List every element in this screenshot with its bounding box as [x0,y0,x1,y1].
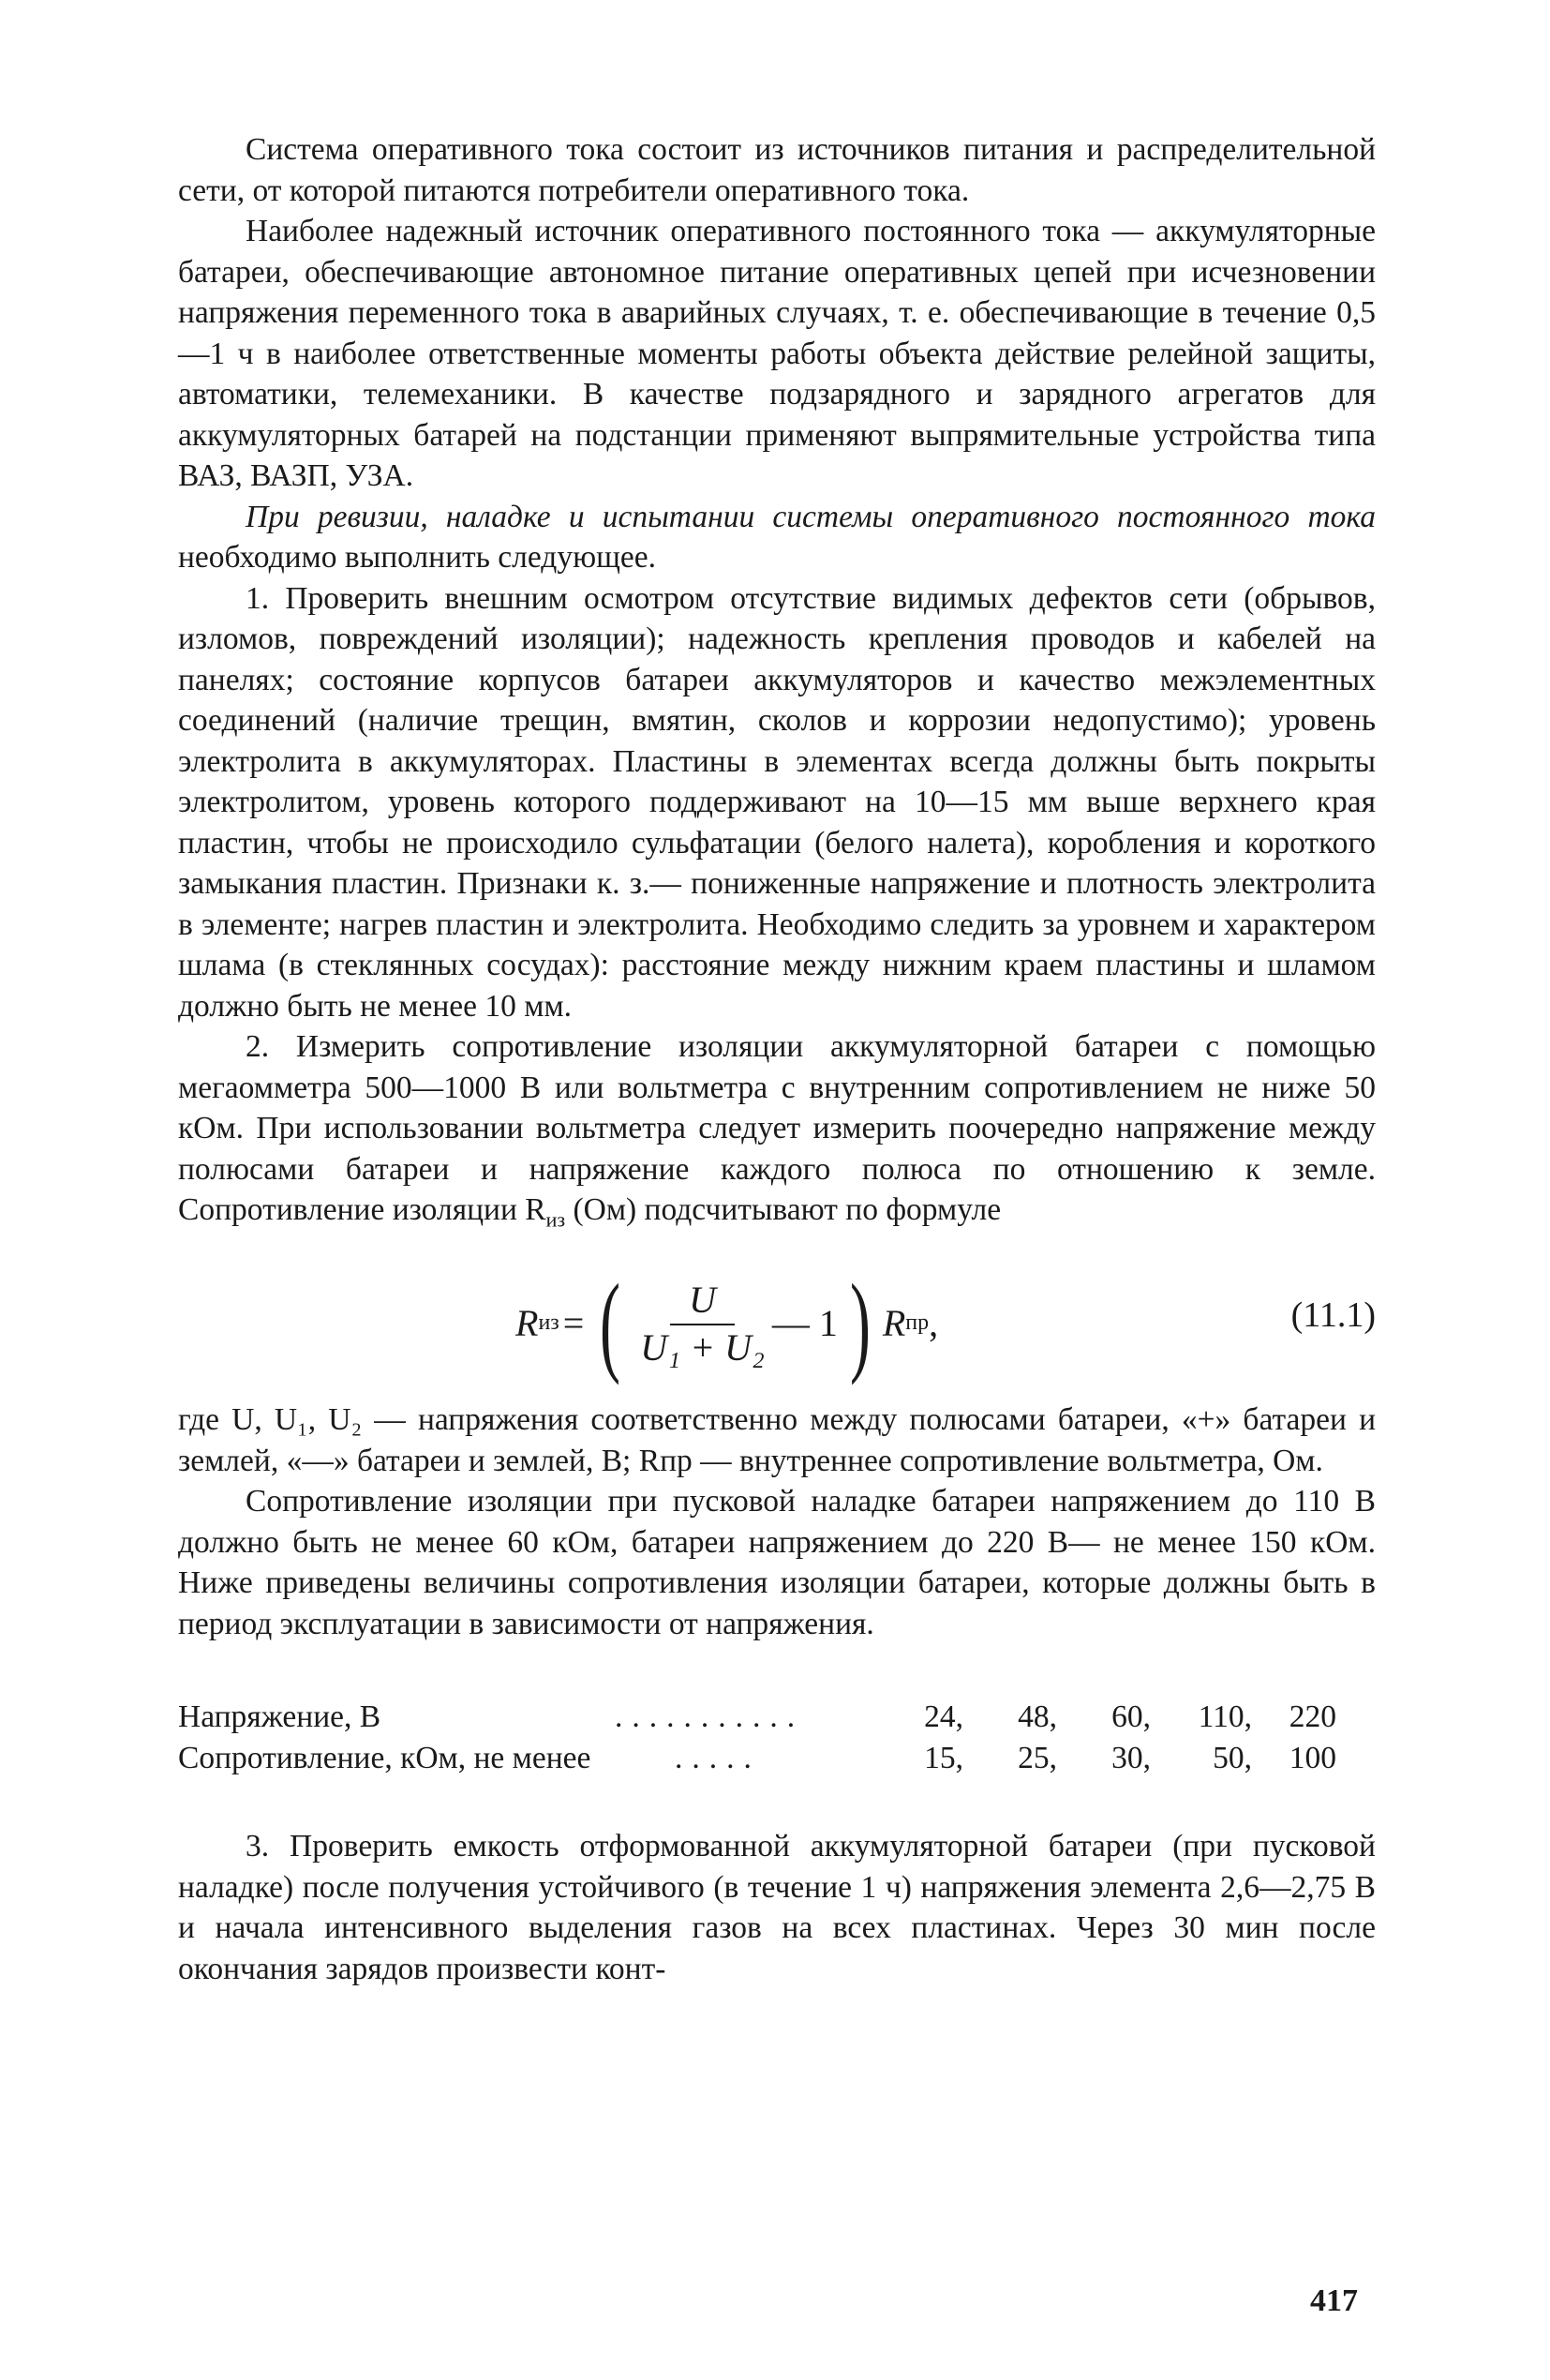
formula-11-1 [178,1253,1376,1394]
page-body [178,129,1376,1989]
table-leader-dots: ........... [615,1699,805,1735]
table-cell: 50, [1213,1741,1252,1776]
formula-numerator: U [670,1280,735,1326]
page-number: 417 [1310,2283,1358,2318]
list-item-2-text: 2. Измерить сопротивление изоляции аккумуляторной батареи с помощью мегаомметра 500—1000 В или вольтметра с внутренним сопротивлением не ниже 50 кОм. При использовании вольтметра следует измерить поочередно напряжение между полюсами батареи и напряжение каждого полюса по отношению к земле. Сопротивление изоляции R [178,1029,1376,1227]
formula-right-paren: ) [849,1261,871,1386]
table-cell: 24, [924,1699,963,1735]
table-cell: 48, [1018,1699,1057,1735]
formula-left-paren: ( [600,1261,621,1386]
table-leader-dots: ..... [675,1741,761,1776]
table-row-label: Напряжение, В [178,1699,381,1735]
list-item-2-subscript: из [545,1207,566,1232]
list-item-3: 3. Проверить емкость отформованной аккумуляторной батареи (при пусковой наладке) после получения устойчивого (в течение 1 ч) напряжения элемента 2,6—2,75 В и начала интенсивного выделения газов на всех пластинах. Через 30 мин после окончания зарядов произвести конт- [178,1829,1376,1986]
revision-italic-text: При ревизии, наладке и испытании системы оперативного постоянного тока [246,499,1376,534]
table-cell: 110, [1198,1699,1252,1735]
formula-comma: , [929,1302,939,1345]
table-cell: 220 [1289,1699,1336,1735]
table-row-voltage [178,1697,1376,1738]
paragraph-where: где U, U₁, U₂ — напряжения соответственно между полюсами батареи, «+» батареи и землей, «—» батареи и землей, В; Rпр — внутреннее сопротивление вольтметра, Ом. [178,1402,1376,1478]
table-cell: 30, [1111,1741,1151,1776]
formula-minus-one: — 1 [771,1302,838,1345]
table-cell: 15, [924,1741,963,1776]
formula-rhs: R [882,1302,906,1345]
table-row-resistance [178,1738,1376,1779]
formula-rhs-subscript: пр [905,1310,930,1336]
paragraph-insulation: Сопротивление изоляции при пусковой наладке батареи напряжением до 110 В должно быть не менее 60 кОм, батареи напряжением до 220 В— не менее 150 кОм. Ниже приведены величины сопротивления изоляции батареи, которые должны быть в период эксплуатации в зависимости от напряжения. [178,1484,1376,1641]
list-item-1: 1. Проверить внешним осмотром отсутствие видимых дефектов сети (обрывов, изломов, повреждений изоляции); надежность крепления проводов и кабелей на панелях; состояние корпусов батареи аккумуляторов и качество межэлементных соединений (наличие трещин, вмятин, сколов и коррозии недопустимо); уровень электролита в аккумуляторах. Пластины в элементах всегда должны быть покрыты электролитом, уровень которого поддерживают на 10—15 мм выше верхнего края пластин, чтобы не происходило сульфатации (белого налета), коробления и короткого замыкания пластин. Признаки к. з.— пониженные напряжение и плотность электролита в элементе; нагрев пластин и электролита. Необходимо следить за уровнем и характером шлама (в стеклянных сосудах): расстояние между нижним краем пластины и шламом должно быть не менее 10 мм. [178,580,1376,1024]
paragraph-revision-intro [178,497,1376,578]
table-cell: 60, [1111,1699,1151,1735]
paragraph-batteries: Наиболее надежный источник оперативного постоянного тока — аккумуляторные батареи, обеспечивающие автономное питание оперативных цепей при исчезновении напряжения переменного тока в аварийных случаях, т. е. обеспечивающие в течение 0,5—1 ч в наиболее ответственные моменты работы объекта действие релейной защиты, автоматики, телемеханики. В качестве подзарядного и зарядного агрегатов для аккумуляторных батарей на подстанции применяют выпрямительные устройства типа ВАЗ, ВАЗП, УЗА. [178,214,1376,493]
revision-rest-text: необходимо выполнить следующее. [178,540,657,575]
formula-lhs: R [515,1302,539,1345]
formula-lhs-subscript: из [538,1310,559,1336]
table-cell: 25, [1018,1741,1057,1776]
paragraph-intro: Система оперативного тока состоит из источников питания и распределительной сети, от которой питаются потребители оперативного тока. [178,132,1376,208]
voltage-resistance-table [178,1697,1376,1779]
table-row-label: Сопротивление, кОм, не менее [178,1741,591,1776]
list-item-2 [178,1026,1376,1240]
table-cell: 100 [1289,1741,1336,1776]
formula-denominator: U₁ + U₂ [640,1326,765,1370]
formula-expression [515,1253,938,1394]
list-item-2-end: (Ом) подсчитывают по формуле [565,1192,1002,1227]
formula-fraction [640,1280,765,1369]
formula-equals: = [562,1302,585,1345]
formula-number: (11.1) [1290,1295,1376,1336]
